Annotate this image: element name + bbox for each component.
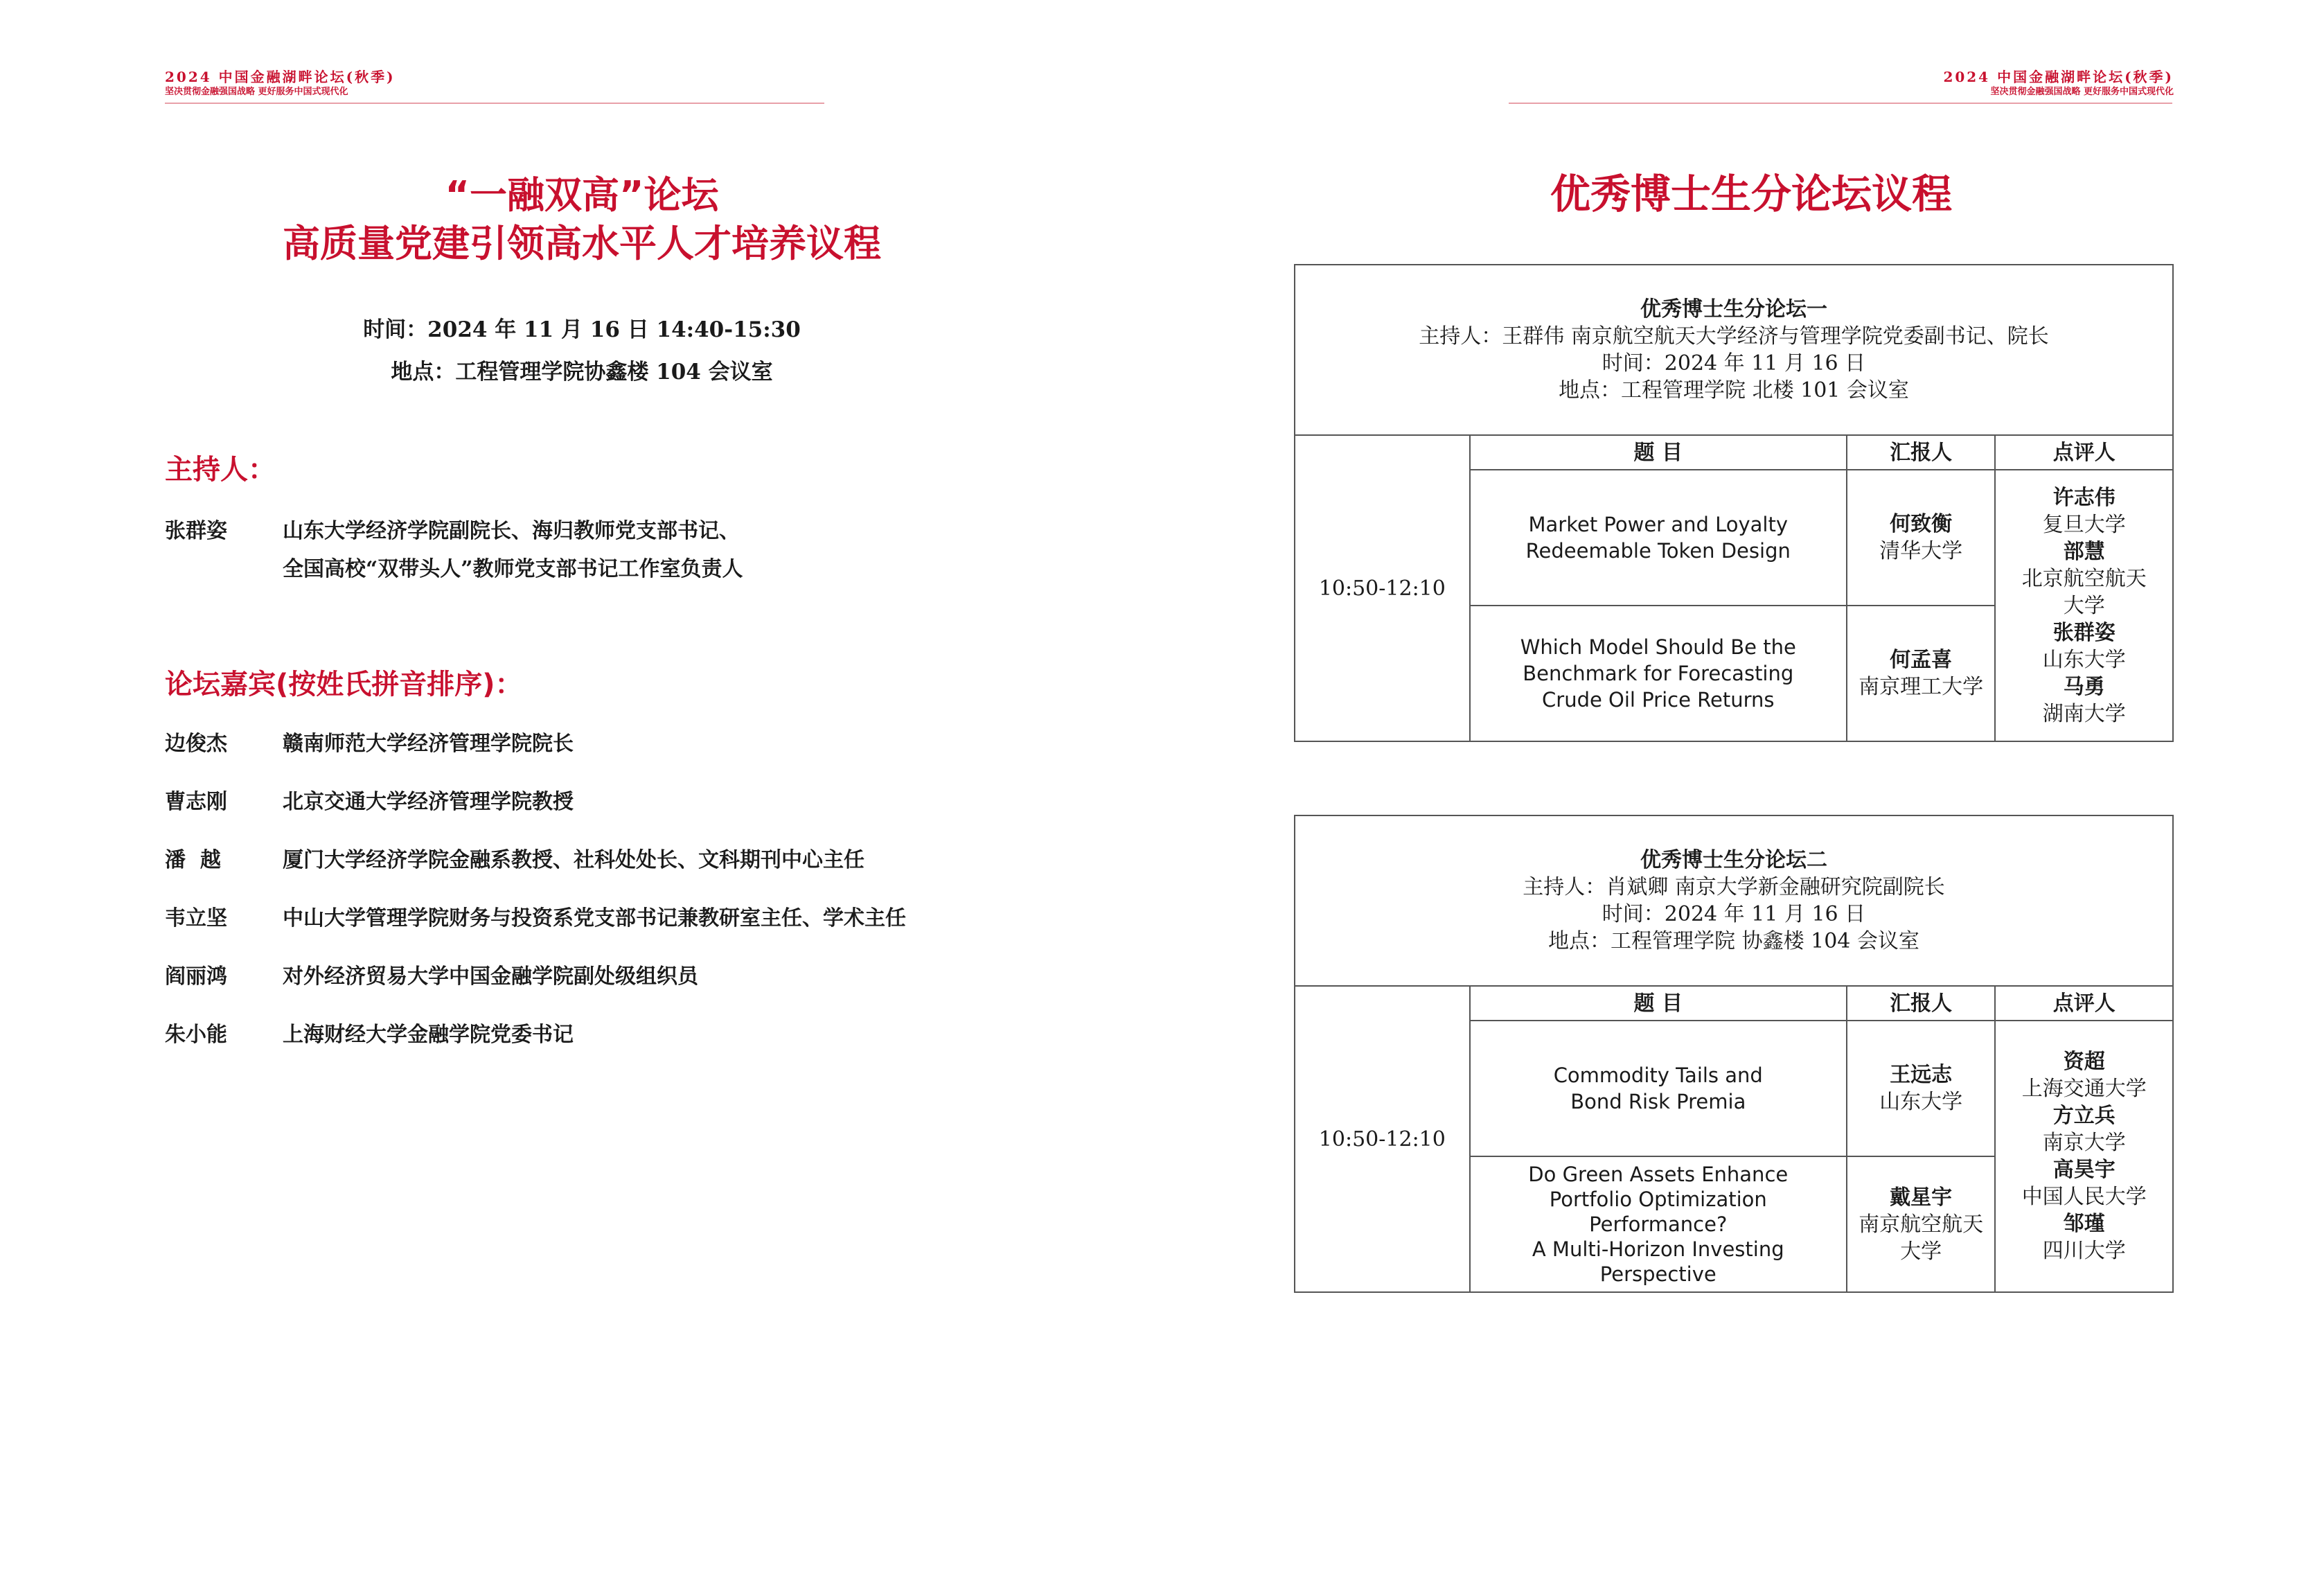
presenter-affiliation: 大学 xyxy=(1900,1239,1942,1264)
reviewer-name: 高昊宇 xyxy=(2052,1158,2115,1182)
reviewer-affiliation: 南京大学 xyxy=(2042,1131,2126,1155)
reviewer-affiliation: 上海交通大学 xyxy=(2021,1077,2147,1101)
reviewer-affiliation: 四川大学 xyxy=(2042,1239,2126,1263)
topic-line: Perspective xyxy=(1599,1262,1717,1286)
header-divider xyxy=(165,103,824,104)
guest-name: 韦立坚 xyxy=(165,906,227,930)
guest-role: 北京交通大学经济管理学院教授 xyxy=(283,790,574,814)
reviewer-affiliation: 北京航空航天 xyxy=(2021,566,2147,591)
topic-line: Portfolio Optimization xyxy=(1549,1188,1767,1211)
forum-two-time: 时间：2024 年 11 月 16 日 xyxy=(1602,902,1866,926)
reviewer-affiliation: 中国人民大学 xyxy=(2021,1185,2147,1209)
guests-heading: 论坛嘉宾(按姓氏拼音排序)： xyxy=(165,669,523,700)
reviewer-affiliation: 大学 xyxy=(2063,593,2105,618)
talk-presenter xyxy=(1847,1021,1996,1156)
col-topic-header: 题 目 xyxy=(1470,435,1847,470)
forum-one-host: 主持人：王群伟 南京航空航天大学经济与管理学院党委副书记、院长 xyxy=(1419,324,2049,349)
forum-one-time: 时间：2024 年 11 月 16 日 xyxy=(1602,351,1866,376)
col-presenter-header: 汇报人 xyxy=(1847,435,1996,470)
reviewer-affiliation: 山东大学 xyxy=(2042,647,2126,672)
col-reviewer-header: 点评人 xyxy=(1995,986,2173,1021)
forum-one-slot: 10:50-12:10 xyxy=(1295,435,1470,741)
talk-presenter xyxy=(1847,606,1996,741)
col-presenter-header: 汇报人 xyxy=(1847,986,1996,1021)
guest-role: 中山大学管理学院财务与投资系党支部书记兼教研室主任、学术主任 xyxy=(283,906,906,930)
forum-two-header xyxy=(1295,815,2173,986)
talk-topic xyxy=(1470,1156,1847,1292)
header-title: 2024 中国金融湖畔论坛(秋季) xyxy=(1943,69,2174,85)
topic-line: Commodity Tails and xyxy=(1553,1064,1763,1087)
reviewer-name: 方立兵 xyxy=(2052,1104,2115,1128)
topic-line: Performance? xyxy=(1589,1212,1728,1236)
header-title: 2024 中国金融湖畔论坛(秋季) xyxy=(165,69,396,85)
topic-line: A Multi-Horizon Investing xyxy=(1532,1237,1784,1261)
topic-line: Bond Risk Premia xyxy=(1570,1090,1746,1113)
host-role-line2: 全国高校“双带头人”教师党支部书记工作室负责人 xyxy=(283,557,743,581)
host-heading: 主持人： xyxy=(165,454,276,486)
talk-presenter xyxy=(1847,1156,1996,1292)
topic-line: Which Model Should Be the xyxy=(1520,635,1796,659)
reviewer-affiliation: 复旦大学 xyxy=(2042,512,2126,537)
topic-line: Market Power and Loyalty xyxy=(1528,513,1789,536)
guest-role: 上海财经大学金融学院党委书记 xyxy=(283,1023,574,1047)
guest-role: 对外经济贸易大学中国金融学院副处级组织员 xyxy=(283,964,698,989)
host-role-line1: 山东大学经济学院副院长、海归教师党支部书记、 xyxy=(283,519,740,543)
forum-one-name: 优秀博士生分论坛一 xyxy=(1640,297,1827,321)
forum-subtitle: 高质量党建引领高水平人才培养议程 xyxy=(283,222,881,265)
guest-name: 阎丽鸿 xyxy=(165,964,227,989)
presenter-affiliation: 清华大学 xyxy=(1879,539,1963,563)
reviewer-affiliation: 湖南大学 xyxy=(2042,701,2126,726)
guest-name: 潘 越 xyxy=(165,848,221,872)
guest-name: 边俊杰 xyxy=(165,732,227,756)
reviewer-name: 邹瑾 xyxy=(2063,1212,2105,1236)
forum-one-header xyxy=(1295,265,2173,435)
reviewer-name: 资超 xyxy=(2063,1050,2105,1074)
reviewer-name: 许志伟 xyxy=(2052,485,2115,510)
reviewers-cell xyxy=(1995,1021,2173,1292)
reviewer-name: 张群姿 xyxy=(2052,620,2115,645)
talk-topic xyxy=(1470,470,1847,606)
reviewer-name: 部慧 xyxy=(2063,539,2105,564)
presenter-name: 何孟喜 xyxy=(1890,648,1953,672)
guest-role: 厦门大学经济学院金融系教授、社科处处长、文科期刊中心主任 xyxy=(283,848,864,872)
agenda-title: 优秀博士生分论坛议程 xyxy=(1550,170,1952,218)
presenter-name: 何致衡 xyxy=(1890,512,1953,536)
header-subtitle: 坚决贯彻金融强国战略 更好服务中国式现代化 xyxy=(165,87,348,97)
page-header xyxy=(1509,68,2174,98)
topic-line: Crude Oil Price Returns xyxy=(1542,688,1775,712)
forum-two-location: 地点：工程管理学院 协鑫楼 104 会议室 xyxy=(1548,929,1919,953)
forum-two-name: 优秀博士生分论坛二 xyxy=(1640,848,1827,872)
reviewer-name: 马勇 xyxy=(2063,674,2105,699)
guest-role: 赣南师范大学经济管理学院院长 xyxy=(283,732,574,756)
header-divider xyxy=(1509,103,2172,104)
host-name: 张群姿 xyxy=(165,519,227,543)
talk-topic xyxy=(1470,1021,1847,1156)
guest-name: 朱小能 xyxy=(165,1023,227,1047)
forum-one-location: 地点：工程管理学院 北楼 101 会议室 xyxy=(1559,378,1909,403)
topic-line: Redeemable Token Design xyxy=(1525,539,1791,563)
guest-name: 曹志刚 xyxy=(165,790,227,814)
presenter-affiliation: 南京理工大学 xyxy=(1859,675,1984,699)
forum-one-table xyxy=(1294,264,2174,742)
forum-two-table xyxy=(1294,815,2174,1293)
presenter-name: 戴星宇 xyxy=(1890,1185,1953,1210)
talk-topic xyxy=(1470,606,1847,741)
presenter-affiliation: 南京航空航天 xyxy=(1859,1212,1984,1237)
topic-line: Benchmark for Forecasting xyxy=(1523,662,1794,685)
header-subtitle: 坚决贯彻金融强国战略 更好服务中国式现代化 xyxy=(1990,87,2174,97)
col-reviewer-header: 点评人 xyxy=(1995,435,2173,470)
forum-two-host: 主持人：肖斌卿 南京大学新金融研究院副院长 xyxy=(1523,875,1945,899)
talk-presenter xyxy=(1847,470,1996,606)
forum-title: “一融双高”论坛 xyxy=(445,173,719,217)
forum-two-slot: 10:50-12:10 xyxy=(1295,986,1470,1292)
forum-time: 时间：2024 年 11 月 16 日 14:40-15:30 xyxy=(363,317,801,342)
forum-location: 地点：工程管理学院协鑫楼 104 会议室 xyxy=(391,360,773,385)
presenter-affiliation: 山东大学 xyxy=(1879,1090,1963,1114)
right-page xyxy=(1162,0,2324,1588)
col-topic-header: 题 目 xyxy=(1470,986,1847,1021)
topic-line: Do Green Assets Enhance xyxy=(1528,1163,1789,1186)
presenter-name: 王远志 xyxy=(1890,1063,1953,1087)
reviewers-cell xyxy=(1995,470,2173,741)
page-header xyxy=(165,68,830,98)
